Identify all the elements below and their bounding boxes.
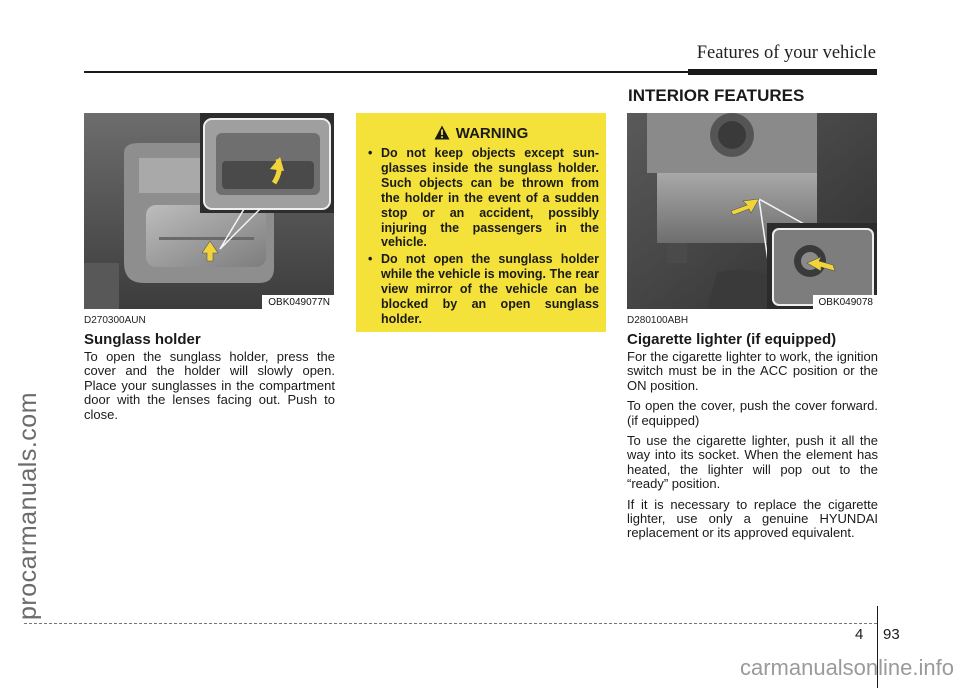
footer-rule: [24, 623, 877, 624]
warning-item: [368, 146, 599, 250]
warning-triangle-icon: [434, 125, 450, 140]
sunglass-holder-figure: [84, 113, 334, 309]
warning-item-text: Do not open the sunglass holder while the vehicle is moving. The rear view mirror of the vehicle can be blocked by an open sunglass holder.: [381, 252, 599, 326]
page-number: 93: [883, 626, 900, 643]
bullet: •: [368, 146, 373, 160]
section-title: INTERIOR FEATURES: [628, 86, 805, 105]
section-body: [84, 350, 335, 428]
warning-title: WARNING: [455, 125, 529, 142]
body-paragraph: To open the sunglass holder, press the cover and the holder will slowly open. Place your sunglasses in the compartment door with the lenses facing out. Push to close.: [84, 349, 335, 422]
cigarette-lighter-figure: [627, 113, 877, 309]
warning-item: [368, 252, 599, 327]
warning-item-text: Do not keep objects except sunglasses inside the sunglass holder. Such objects can be thrown from the holder in the event of a sudden stop or an accident, possibly injuring the passengers in the vehicle.: [381, 146, 599, 250]
section-body: [627, 350, 878, 547]
warning-title-row: [356, 125, 606, 142]
figure-label: OBK049077N: [262, 295, 334, 309]
body-paragraph: If it is necessary to replace the cigarette lighter, use only a genuine HYUNDAI replacement or its approved equivalent.: [627, 496, 878, 541]
header-rule-accent: [688, 69, 877, 75]
section-heading: Sunglass holder: [84, 331, 201, 348]
body-paragraph: To use the cigarette lighter, push it all the way into its socket. When the element has heated, the lighter will pop out to the “ready” position.: [627, 433, 878, 492]
section-heading: Cigarette lighter (if equipped): [627, 331, 837, 348]
warning-box: [356, 113, 606, 332]
side-watermark: procarmanuals.com: [14, 391, 42, 620]
cigarette-lighter-illustration: [627, 113, 877, 309]
page-chapter: 4: [855, 626, 864, 643]
section-code: D270300AUN: [84, 315, 146, 326]
warning-list: [368, 146, 599, 329]
bottom-watermark: carmanualsonline.info: [739, 655, 954, 680]
figure-label: OBK049078: [813, 295, 878, 309]
sunglass-holder-illustration: [84, 113, 334, 309]
body-paragraph: To open the cover, push the cover forward. (if equipped): [627, 398, 878, 428]
bullet: •: [368, 252, 373, 267]
header-title: Features of your vehicle: [696, 43, 876, 63]
section-code: D280100ABH: [627, 315, 689, 326]
body-paragraph: For the cigarette lighter to work, the ignition switch must be in the ACC position or the ON position.: [627, 349, 878, 393]
